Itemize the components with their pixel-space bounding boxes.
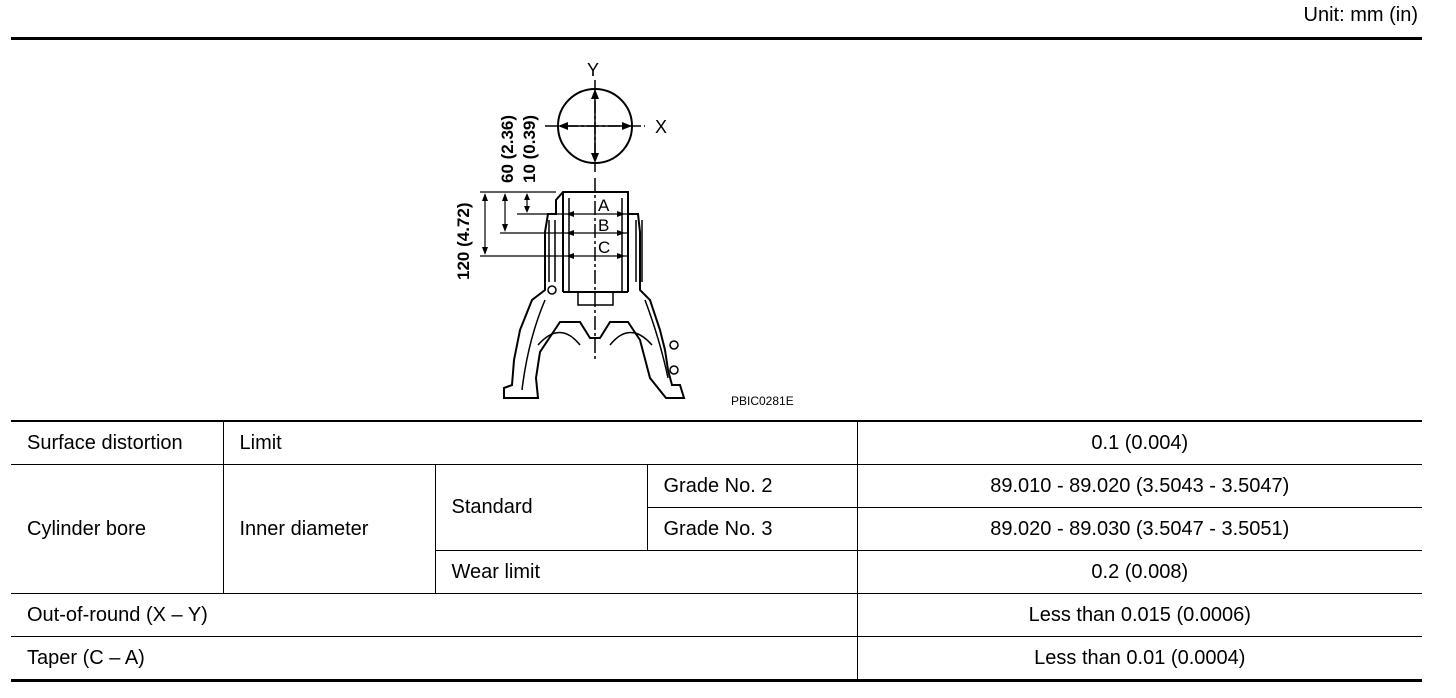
dim-10-label: 10 (0.39) bbox=[520, 114, 539, 183]
grade3-label: Grade No. 3 bbox=[647, 508, 857, 551]
cylinder-bore-label: Cylinder bore bbox=[11, 465, 223, 594]
axis-x-label: X bbox=[655, 117, 668, 137]
out-of-round-label: Out-of-round (X – Y) bbox=[11, 594, 857, 637]
figure-code: PBIC0281E bbox=[731, 394, 794, 408]
standard-label: Standard bbox=[435, 465, 647, 551]
unit-label: Unit: mm (in) bbox=[1303, 4, 1418, 26]
point-c-label: C bbox=[598, 238, 611, 257]
grade2-label: Grade No. 2 bbox=[647, 465, 857, 508]
grade3-value: 89.020 - 89.030 (3.5047 - 3.5051) bbox=[857, 508, 1422, 551]
grade2-value: 89.010 - 89.020 (3.5043 - 3.5047) bbox=[857, 465, 1422, 508]
wear-limit-label: Wear limit bbox=[435, 551, 857, 594]
table-row bbox=[11, 594, 1422, 637]
cylinder-block-outline bbox=[504, 192, 684, 398]
inner-diameter-label: Inner diameter bbox=[223, 465, 435, 594]
surface-distortion-label: Surface distortion bbox=[11, 421, 223, 465]
table-row bbox=[11, 637, 1422, 681]
point-a-label: A bbox=[598, 196, 610, 215]
point-b-label: B bbox=[598, 216, 610, 235]
table-row bbox=[11, 421, 1422, 465]
taper-label: Taper (C – A) bbox=[11, 637, 857, 681]
axis-y-label: Y bbox=[587, 60, 600, 80]
table-row bbox=[11, 465, 1422, 508]
taper-value: Less than 0.01 (0.0004) bbox=[857, 637, 1422, 681]
dim-120-label: 120 (4.72) bbox=[454, 202, 473, 280]
wear-limit-value: 0.2 (0.008) bbox=[857, 551, 1422, 594]
dim-60-label: 60 (2.36) bbox=[498, 114, 517, 183]
limit-label: Limit bbox=[223, 421, 857, 465]
cylinder-bore-diagram bbox=[430, 52, 850, 414]
limit-value: 0.1 (0.004) bbox=[857, 421, 1422, 465]
spec-table bbox=[11, 420, 1422, 682]
out-of-round-value: Less than 0.015 (0.0006) bbox=[857, 594, 1422, 637]
top-rule bbox=[11, 37, 1422, 40]
